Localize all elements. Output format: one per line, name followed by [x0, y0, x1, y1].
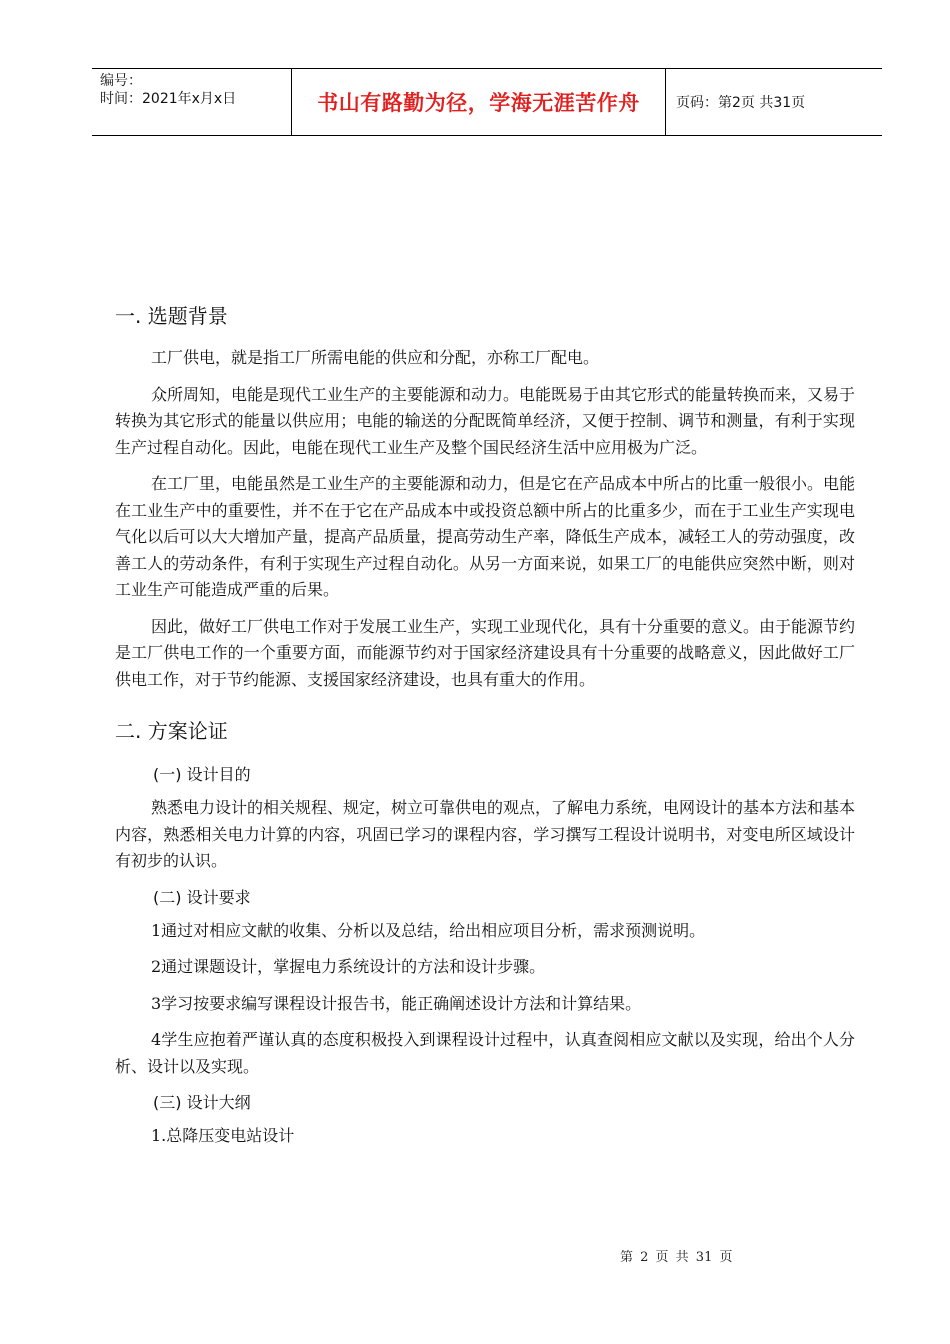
subsection-title-purpose: (一) 设计目的	[153, 765, 251, 784]
serial-label: 编号：	[100, 73, 142, 89]
list-item: 3学习按要求编写课程设计报告书，能正确阐述设计方法和计算结果。	[151, 993, 642, 1013]
document-body	[115, 300, 855, 1150]
date-line: 时间：2021年x月x日	[100, 91, 237, 107]
paragraph: 众所周知，电能是现代工业生产的主要能源和动力。电能既易于由其它形式的能量转换而来，又易于转换为其它形式的能量以供应用；电能的输送的分配既简单经济，又便于控制、调节和测量，有利于实现生产过程自动化。因此，电能在现代工业生产及整个国民经济生活中应用极为广泛。	[115, 384, 856, 457]
paragraph: 熟悉电力设计的相关规程、规定，树立可靠供电的观点，了解电力系统，电网设计的基本方法和基本内容，熟悉相关电力计算的内容，巩固已学习的课程内容，学习撰写工程设计说明书，对变电所区域设计有初步的认识。	[115, 798, 856, 870]
page-header	[92, 68, 882, 136]
paragraph: 因此，做好工厂供电工作对于发展工业生产，实现工业现代化，具有十分重要的意义。由于能源节约是工厂供电工作的一个重要方面，而能源节约对于国家经济建设具有十分重要的战略意义，因此做好工厂供电工作，对于节约能源、支援国家经济建设，也具有重大的作用。	[115, 616, 856, 689]
page-footer: 第 2 页 共 31 页	[620, 1250, 733, 1265]
section-title-background: 一. 选题背景	[115, 304, 228, 328]
section-title-proposal: 二. 方案论证	[115, 719, 228, 743]
subsection-title-outline: (三) 设计大纲	[153, 1093, 251, 1112]
list-item: 4学生应抱着严谨认真的态度积极投入到课程设计过程中，认真查阅相应文献以及实现，给出个人分析、设计以及实现。	[115, 1030, 855, 1076]
header-page-info: 页码：第2页 共31页	[676, 95, 806, 111]
list-item: 1.总降压变电站设计	[151, 1126, 295, 1145]
subsection-title-requirements: (二) 设计要求	[153, 887, 251, 907]
list-item: 1通过对相应文献的收集、分析以及总结，给出相应项目分析，需求预测说明。	[151, 920, 706, 940]
paragraph: 在工厂里，电能虽然是工业生产的主要能源和动力，但是它在产品成本中所占的比重一般很小。电能在工业生产中的重要性，并不在于它在产品成本中或投资总额中所占的比重多少，而在于工业生产实现电气化以后可以大大增加产量，提高产品质量，提高劳动生产率，降低生产成本，减轻工人的劳动强度，改善工人的劳动条件，有利于实现生产过程自动化。从另一方面来说，如果工厂的电能供应突然中断，则对工业生产可能造成严重的后果。	[115, 474, 856, 599]
paragraph: 工厂供电，就是指工厂所需电能的供应和分配，亦称工厂配电。	[151, 348, 600, 367]
list-item: 2通过课题设计，掌握电力系统设计的方法和设计步骤。	[151, 957, 546, 976]
header-meta	[92, 69, 292, 135]
header-motto: 书山有路勤为径，学海无涯苦作舟	[292, 69, 666, 135]
